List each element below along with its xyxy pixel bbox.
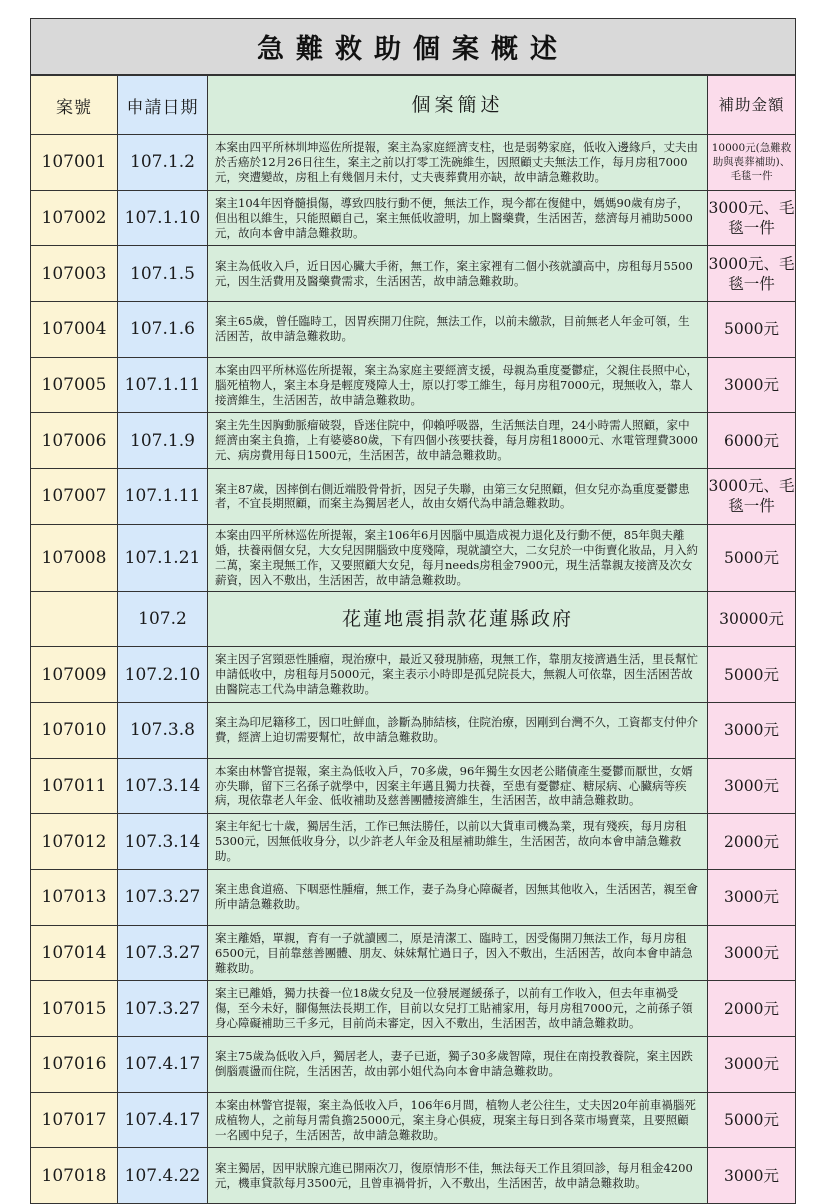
table-row xyxy=(31,135,796,191)
case-description: 案主因子宮頸惡性腫瘤，現治療中，最近又發現肺癌，現無工作，靠朋友接濟過生活，里長幫忙申請低收中，房租每月5000元，案主表示小時即是孤兒院長大，無親人可依靠，因生活困苦故由醫院志工代為申請急難救助。 xyxy=(208,647,708,703)
application-date: 107.2.10 xyxy=(118,647,208,703)
case-id: 107001 xyxy=(31,135,118,191)
case-description: 案主先生因胸動脈瘤破裂，昏迷住院中，仰賴呼吸器，生活無法自理，24小時需人照顧，家中經濟由案主負擔，上有婆婆80歲，下有四個小孩要扶養，每月房租18000元、水電管理費3000元、病房費用每日1500元，生活困苦，故申請急難救助。 xyxy=(208,413,708,469)
application-date: 107.1.2 xyxy=(118,135,208,191)
subsidy-amount: 3000元 xyxy=(708,925,796,981)
subsidy-amount: 5000元 xyxy=(708,647,796,703)
case-id: 107005 xyxy=(31,357,118,413)
case-id: 107017 xyxy=(31,1092,118,1148)
case-id xyxy=(31,591,118,647)
application-date: 107.3.27 xyxy=(118,925,208,981)
subsidy-amount: 5000元 xyxy=(708,524,796,591)
case-id: 107018 xyxy=(31,1148,118,1204)
header-description: 個案簡述 xyxy=(208,76,708,135)
subsidy-amount: 3000元 xyxy=(708,357,796,413)
table-row xyxy=(31,190,796,246)
subsidy-amount: 2000元 xyxy=(708,981,796,1037)
application-date: 107.1.10 xyxy=(118,190,208,246)
case-id: 107015 xyxy=(31,981,118,1037)
case-id: 107016 xyxy=(31,1037,118,1093)
subsidy-amount: 5000元 xyxy=(708,302,796,358)
case-description: 案主年紀七十歲，獨居生活，工作已無法勝任，以前以大貨車司機為業，現有殘疾，每月房租5300元，因無低收身分，以少許老人年金及租屋補助維生，生活困苦，故向本會申請急難救助。 xyxy=(208,814,708,870)
application-date: 107.3.27 xyxy=(118,981,208,1037)
table-row xyxy=(31,469,796,525)
case-sheet xyxy=(30,18,796,1204)
table-row xyxy=(31,981,796,1037)
case-id: 107008 xyxy=(31,524,118,591)
case-description: 本案由四平所林巡佐所提報，案主106年6月因腦中風造成視力退化及行動不便，85年與夫離婚，扶養兩個女兒，大女兒因開腦致中度殘障，現就讀空大，二女兒於一中街賣化妝品，月入約二萬，案主現無工作，又要照顧大女兒，每月needs房租金7900元，現生活靠親友接濟及次女薪資，因入不敷出，生活困苦，故申請急難救助。 xyxy=(208,524,708,591)
case-id: 107010 xyxy=(31,702,118,758)
case-id: 107011 xyxy=(31,758,118,814)
application-date: 107.1.11 xyxy=(118,469,208,525)
application-date: 107.1.5 xyxy=(118,246,208,302)
case-id: 107013 xyxy=(31,870,118,926)
subsidy-amount: 30000元 xyxy=(708,591,796,647)
application-date: 107.1.9 xyxy=(118,413,208,469)
case-id: 107004 xyxy=(31,302,118,358)
subsidy-amount: 3000元 xyxy=(708,758,796,814)
table-row xyxy=(31,814,796,870)
subsidy-amount: 3000元 xyxy=(708,1148,796,1204)
subsidy-amount: 3000元 xyxy=(708,1037,796,1093)
case-id: 107009 xyxy=(31,647,118,703)
table-row xyxy=(31,524,796,591)
case-description: 案主已離婚，獨力扶養一位18歲女兒及一位發展遲緩孫子，以前有工作收入，但去年車禍受傷，至今未好，腳傷無法長期工作，目前以女兒打工貼補家用，每月房租7000元，之前孫子領身心障礙補助三千多元，目前尚未審定，因入不敷出，生活困苦，故申請急難救助。 xyxy=(208,981,708,1037)
header-date: 申請日期 xyxy=(118,76,208,135)
application-date: 107.3.14 xyxy=(118,814,208,870)
case-id: 107002 xyxy=(31,190,118,246)
table-row xyxy=(31,413,796,469)
header-row xyxy=(31,76,796,135)
subsidy-amount: 6000元 xyxy=(708,413,796,469)
case-description: 花蓮地震捐款花蓮縣政府 xyxy=(208,591,708,647)
application-date: 107.1.6 xyxy=(118,302,208,358)
table-row xyxy=(31,647,796,703)
application-date: 107.2 xyxy=(118,591,208,647)
case-description: 案主75歲為低收入戶，獨居老人，妻子已逝，獨子30多歲智障，現住在南投教養院，案主因跌倒腦震盪而住院，生活困苦，故由郭小姐代為向本會申請急難救助。 xyxy=(208,1037,708,1093)
subsidy-amount: 3000元、毛毯一件 xyxy=(708,246,796,302)
subsidy-amount: 10000元(急難救助與喪葬補助)、毛毯一件 xyxy=(708,135,796,191)
case-description: 本案由林警官提報，案主為低收入戶，106年6月間，植物人老公往生，丈夫因20年前車禍腦死成植物人，之前每月需負擔25000元，案主身心俱疲，現案主每日到各菜市場賣菜，且要照顧一名國中兒子，生活困苦，故申請急難救助。 xyxy=(208,1092,708,1148)
header-amount: 補助金額 xyxy=(708,76,796,135)
case-id: 107007 xyxy=(31,469,118,525)
case-description: 案主87歲，因摔倒右側近端股骨骨折，因兒子失聯，由第三女兒照顧，但女兒亦為重度憂鬱患者，不宜長期照顧，而案主為獨居老人，故由女婿代為申請急難救助。 xyxy=(208,469,708,525)
application-date: 107.4.17 xyxy=(118,1092,208,1148)
table-row xyxy=(31,758,796,814)
case-description: 案主65歲，曾任臨時工，因胃疾開刀住院，無法工作，以前未繳款，目前無老人年金可領，生活困苦，故申請急難救助。 xyxy=(208,302,708,358)
application-date: 107.4.22 xyxy=(118,1148,208,1204)
subsidy-amount: 3000元、毛毯一件 xyxy=(708,190,796,246)
table-row xyxy=(31,1148,796,1204)
application-date: 107.1.21 xyxy=(118,524,208,591)
case-description: 案主獨居，因甲狀腺亢進已開兩次刀，復原情形不佳，無法每天工作且須回診，每月租金4200元，機車貸款每月3500元，且曾車禍骨折，入不敷出，生活困苦，故申請急難救助。 xyxy=(208,1148,708,1204)
table-row xyxy=(31,1092,796,1148)
subsidy-amount: 5000元 xyxy=(708,1092,796,1148)
table-row xyxy=(31,1037,796,1093)
case-rows xyxy=(31,135,796,1204)
table-row xyxy=(31,246,796,302)
case-id: 107003 xyxy=(31,246,118,302)
case-description: 案主為印尼籍移工，因口吐鮮血，診斷為肺結核，住院治療，因剛到台灣不久，工資都支付仲介費，經濟上迫切需要幫忙，故申請急難救助。 xyxy=(208,702,708,758)
table-row xyxy=(31,357,796,413)
case-id: 107014 xyxy=(31,925,118,981)
application-date: 107.3.8 xyxy=(118,702,208,758)
case-description: 本案由林警官提報，案主為低收入戶，70多歲，96年獨生女因老公賭債產生憂鬱而厭世，女婿亦失聯，留下三名孫子就學中，因案主年邁且獨力扶養，至患有憂鬱症、糖尿病、心臟病等疾病，現依靠老人年金、低收補助及慈善團體接濟維生，生活困苦，故申請急難救助。 xyxy=(208,758,708,814)
application-date: 107.3.27 xyxy=(118,870,208,926)
case-description: 本案由四平所林巡佐所提報，案主為家庭主要經濟支援，母親為重度憂鬱症，父親住長照中心，腦死植物人，案主本身是輕度殘障人士，原以打零工維生，每月房租7000元，現無收入，靠人接濟維生，生活困苦，故申請急難救助。 xyxy=(208,357,708,413)
case-description: 本案由四平所林圳坤巡佐所提報，案主為家庭經濟支柱，也是弱勢家庭，低收入邊緣戶，丈夫由於舌癌於12月26日往生，案主之前以打零工洗碗維生，因照顧丈夫無法工作，每月房租7000元，突遭變故，房租上有幾個月未付，丈夫喪葬費用亦缺，故申請急難救助。 xyxy=(208,135,708,191)
table-row xyxy=(31,302,796,358)
case-description: 案主患食道癌、下咽惡性腫瘤，無工作，妻子為身心障礙者，因無其他收入，生活困苦，親至會所申請急難救助。 xyxy=(208,870,708,926)
case-id: 107012 xyxy=(31,814,118,870)
case-id: 107006 xyxy=(31,413,118,469)
table-row xyxy=(31,591,796,647)
page-title: 急難救助個案概述 xyxy=(30,18,796,75)
subsidy-amount: 3000元、毛毯一件 xyxy=(708,469,796,525)
table-row xyxy=(31,702,796,758)
case-description: 案主離婚，單親，育有一子就讀國二，原是清潔工、臨時工，因受傷開刀無法工作，每月房租6500元，目前靠慈善團體、朋友、妹妹幫忙過日子，因入不敷出，生活困苦，故向本會申請急難救助。 xyxy=(208,925,708,981)
subsidy-amount: 3000元 xyxy=(708,870,796,926)
case-table xyxy=(30,75,796,1204)
table-row xyxy=(31,870,796,926)
subsidy-amount: 3000元 xyxy=(708,702,796,758)
application-date: 107.4.17 xyxy=(118,1037,208,1093)
subsidy-amount: 2000元 xyxy=(708,814,796,870)
table-row xyxy=(31,925,796,981)
application-date: 107.3.14 xyxy=(118,758,208,814)
application-date: 107.1.11 xyxy=(118,357,208,413)
header-case-id: 案號 xyxy=(31,76,118,135)
case-description: 案主為低收入戶，近日因心臟大手術，無工作，案主家裡有二個小孩就讀高中，房租每月5500元，因生活費用及醫藥費需求，生活困苦，故申請急難救助。 xyxy=(208,246,708,302)
case-description: 案主104年因脊髓損傷，導致四肢行動不便，無法工作，現今都在復健中，媽媽90歲有房子，但出租以維生，只能照顧自己，案主無低收證明，加上醫藥費，生活困苦，慈濟每月補助5000元，故向本會申請急難救助。 xyxy=(208,190,708,246)
